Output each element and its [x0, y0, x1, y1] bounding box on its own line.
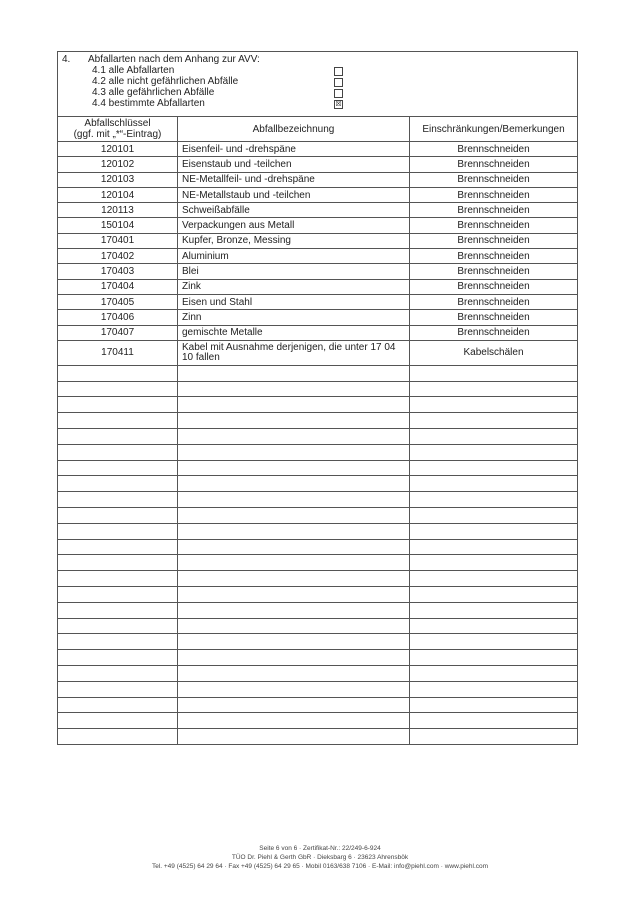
waste-code: 170404 — [58, 279, 178, 294]
option-label: 4.3 alle gefährlichen Abfälle — [92, 87, 215, 98]
waste-code: 170411 — [58, 340, 178, 365]
waste-remarks: Brennschneiden — [410, 172, 578, 187]
empty-cell — [410, 618, 578, 634]
empty-cell — [410, 602, 578, 618]
empty-cell — [178, 539, 410, 555]
empty-cell — [178, 381, 410, 397]
section-title: Abfallarten nach dem Anhang zur AVV: — [88, 54, 260, 65]
waste-remarks: Brennschneiden — [410, 203, 578, 218]
waste-name: Zink — [178, 279, 410, 294]
empty-cell — [410, 460, 578, 476]
empty-cell — [410, 666, 578, 682]
header-code-line2: (ggf. mit „*“-Eintrag) — [73, 129, 162, 140]
waste-name: Verpackungen aus Metall — [178, 218, 410, 233]
empty-table-row — [58, 571, 578, 587]
waste-remarks: Brennschneiden — [410, 233, 578, 248]
empty-cell — [410, 539, 578, 555]
empty-table-row — [58, 381, 578, 397]
checkbox-icon[interactable] — [334, 78, 343, 87]
waste-name-line2: 10 fallen — [182, 351, 220, 363]
waste-name: gemischte Metalle — [178, 325, 410, 340]
empty-table-row — [58, 618, 578, 634]
empty-cell — [58, 476, 178, 492]
waste-code: 120103 — [58, 172, 178, 187]
empty-cell — [58, 460, 178, 476]
empty-cell — [58, 729, 178, 745]
empty-cell — [410, 429, 578, 445]
empty-table-row — [58, 460, 578, 476]
waste-name: Aluminium — [178, 249, 410, 264]
empty-cell — [410, 555, 578, 571]
table-row — [58, 310, 578, 325]
empty-table-row — [58, 587, 578, 603]
table-row — [58, 279, 578, 294]
waste-name: Kupfer, Bronze, Messing — [178, 233, 410, 248]
empty-cell — [410, 729, 578, 745]
empty-table-row — [58, 492, 578, 508]
table-row — [58, 218, 578, 233]
empty-cell — [58, 523, 178, 539]
empty-cell — [58, 697, 178, 713]
empty-cell — [178, 492, 410, 508]
empty-cell — [58, 381, 178, 397]
empty-cell — [410, 365, 578, 381]
empty-table-row — [58, 650, 578, 666]
empty-rows — [58, 365, 578, 744]
empty-cell — [58, 429, 178, 445]
waste-code: 120101 — [58, 142, 178, 157]
empty-cell — [410, 571, 578, 587]
empty-cell — [58, 602, 178, 618]
table-row — [58, 233, 578, 248]
empty-cell — [178, 666, 410, 682]
waste-remarks: Brennschneiden — [410, 264, 578, 279]
empty-cell — [410, 713, 578, 729]
empty-table-row — [58, 634, 578, 650]
header-name: Abfallbezeichnung — [178, 117, 410, 142]
empty-cell — [58, 571, 178, 587]
waste-code: 120104 — [58, 187, 178, 202]
empty-cell — [58, 713, 178, 729]
empty-cell — [410, 476, 578, 492]
waste-remarks: Brennschneiden — [410, 294, 578, 309]
empty-cell — [410, 634, 578, 650]
empty-cell — [58, 666, 178, 682]
waste-name: Blei — [178, 264, 410, 279]
table-row — [58, 203, 578, 218]
waste-name: Eisen und Stahl — [178, 294, 410, 309]
empty-cell — [178, 618, 410, 634]
empty-cell — [178, 681, 410, 697]
waste-code: 170406 — [58, 310, 178, 325]
waste-code: 150104 — [58, 218, 178, 233]
empty-cell — [178, 602, 410, 618]
empty-table-row — [58, 729, 578, 745]
waste-remarks: Brennschneiden — [410, 157, 578, 172]
table-row — [58, 142, 578, 157]
empty-table-row — [58, 697, 578, 713]
empty-table-row — [58, 413, 578, 429]
waste-code: 170401 — [58, 233, 178, 248]
empty-table-row — [58, 539, 578, 555]
waste-code: 120102 — [58, 157, 178, 172]
option-specific[interactable] — [62, 98, 573, 109]
empty-cell — [178, 397, 410, 413]
checkbox-icon[interactable] — [334, 89, 343, 98]
empty-table-row — [58, 508, 578, 524]
waste-name — [178, 340, 410, 365]
waste-remarks: Brennschneiden — [410, 218, 578, 233]
table-row — [58, 157, 578, 172]
checkbox-icon[interactable] — [334, 67, 343, 76]
empty-cell — [178, 476, 410, 492]
empty-table-row — [58, 602, 578, 618]
empty-cell — [410, 523, 578, 539]
empty-cell — [58, 397, 178, 413]
section-number: 4. — [62, 54, 71, 65]
waste-name-line1: Kabel mit Ausnahme derjenigen, die unter 17 04 — [182, 341, 396, 353]
waste-remarks: Brennschneiden — [410, 310, 578, 325]
waste-name: Eisenstaub und -teilchen — [178, 157, 410, 172]
empty-cell — [410, 413, 578, 429]
empty-cell — [410, 681, 578, 697]
empty-cell — [58, 492, 178, 508]
section-heading — [62, 54, 573, 65]
empty-table-row — [58, 555, 578, 571]
checkbox-checked-icon[interactable]: ☒ — [335, 101, 342, 108]
empty-cell — [58, 413, 178, 429]
empty-cell — [58, 587, 178, 603]
empty-cell — [178, 508, 410, 524]
empty-cell — [58, 618, 178, 634]
empty-cell — [178, 571, 410, 587]
empty-table-row — [58, 681, 578, 697]
empty-cell — [58, 634, 178, 650]
waste-types-form — [57, 51, 577, 745]
empty-cell — [58, 650, 178, 666]
empty-cell — [410, 381, 578, 397]
waste-name: NE-Metallstaub und -teilchen — [178, 187, 410, 202]
option-all-waste[interactable] — [62, 65, 573, 76]
empty-cell — [410, 587, 578, 603]
table-row — [58, 325, 578, 340]
empty-cell — [58, 681, 178, 697]
empty-cell — [178, 444, 410, 460]
empty-cell — [178, 365, 410, 381]
waste-name: Zinn — [178, 310, 410, 325]
table-row — [58, 340, 578, 365]
header-code-line1: Abfallschlüssel — [84, 118, 151, 129]
table-header-row — [58, 117, 578, 142]
empty-cell — [410, 444, 578, 460]
option-hazardous[interactable] — [62, 87, 573, 98]
waste-remarks: Brennschneiden — [410, 249, 578, 264]
option-non-hazardous[interactable] — [62, 76, 573, 87]
empty-cell — [178, 460, 410, 476]
option-label: 4.4 bestimmte Abfallarten — [92, 98, 205, 109]
empty-cell — [410, 492, 578, 508]
table-row — [58, 294, 578, 309]
waste-code: 170402 — [58, 249, 178, 264]
empty-cell — [178, 713, 410, 729]
table-row — [58, 249, 578, 264]
waste-code: 120113 — [58, 203, 178, 218]
empty-cell — [410, 397, 578, 413]
empty-table-row — [58, 397, 578, 413]
waste-name: NE-Metallfeil- und -drehspäne — [178, 172, 410, 187]
header-code — [58, 117, 178, 142]
empty-table-row — [58, 365, 578, 381]
waste-remarks: Brennschneiden — [410, 142, 578, 157]
option-label: 4.2 alle nicht gefährlichen Abfälle — [92, 76, 239, 87]
empty-cell — [178, 697, 410, 713]
empty-cell — [178, 413, 410, 429]
waste-code: 170407 — [58, 325, 178, 340]
waste-remarks: Brennschneiden — [410, 187, 578, 202]
empty-cell — [58, 555, 178, 571]
section-4-row — [58, 52, 578, 117]
waste-name: Eisenfeil- und -drehspäne — [178, 142, 410, 157]
table-row — [58, 264, 578, 279]
empty-cell — [58, 365, 178, 381]
empty-cell — [178, 587, 410, 603]
empty-cell — [178, 634, 410, 650]
empty-cell — [178, 429, 410, 445]
empty-table-row — [58, 429, 578, 445]
section-4-cell — [58, 52, 578, 117]
empty-cell — [58, 444, 178, 460]
empty-table-row — [58, 444, 578, 460]
empty-table-row — [58, 476, 578, 492]
empty-cell — [178, 555, 410, 571]
empty-cell — [58, 508, 178, 524]
empty-cell — [58, 539, 178, 555]
table-row — [58, 187, 578, 202]
header-remarks: Einschränkungen/Bemerkungen — [410, 117, 578, 142]
empty-table-row — [58, 523, 578, 539]
empty-table-row — [58, 666, 578, 682]
waste-remarks: Brennschneiden — [410, 325, 578, 340]
waste-name: Schweißabfälle — [178, 203, 410, 218]
footer-company: TÜO Dr. Piehl & Gerth GbR · Dieksbarg 6 · 23623 Ahrensbök — [231, 854, 409, 861]
empty-cell — [410, 508, 578, 524]
waste-table — [57, 51, 578, 745]
waste-remarks: Brennschneiden — [410, 279, 578, 294]
empty-cell — [178, 650, 410, 666]
waste-code: 170405 — [58, 294, 178, 309]
empty-cell — [178, 729, 410, 745]
option-label: 4.1 alle Abfallarten — [92, 65, 175, 76]
empty-cell — [178, 523, 410, 539]
empty-cell — [410, 697, 578, 713]
waste-remarks: Kabelschälen — [410, 340, 578, 365]
waste-code: 170403 — [58, 264, 178, 279]
footer-contact: Tel. +49 (4525) 64 29 64 · Fax +49 (4525) 64 29 65 · Mobil 0163/638 7106 · E-Mail: info@piehl.com · www.piehl.com — [151, 863, 489, 870]
footer-page-info: Seite 6 von 6 · Zertifikat-Nr.: 22/249-6-924 — [259, 845, 381, 852]
table-row — [58, 172, 578, 187]
empty-table-row — [58, 713, 578, 729]
empty-cell — [410, 650, 578, 666]
